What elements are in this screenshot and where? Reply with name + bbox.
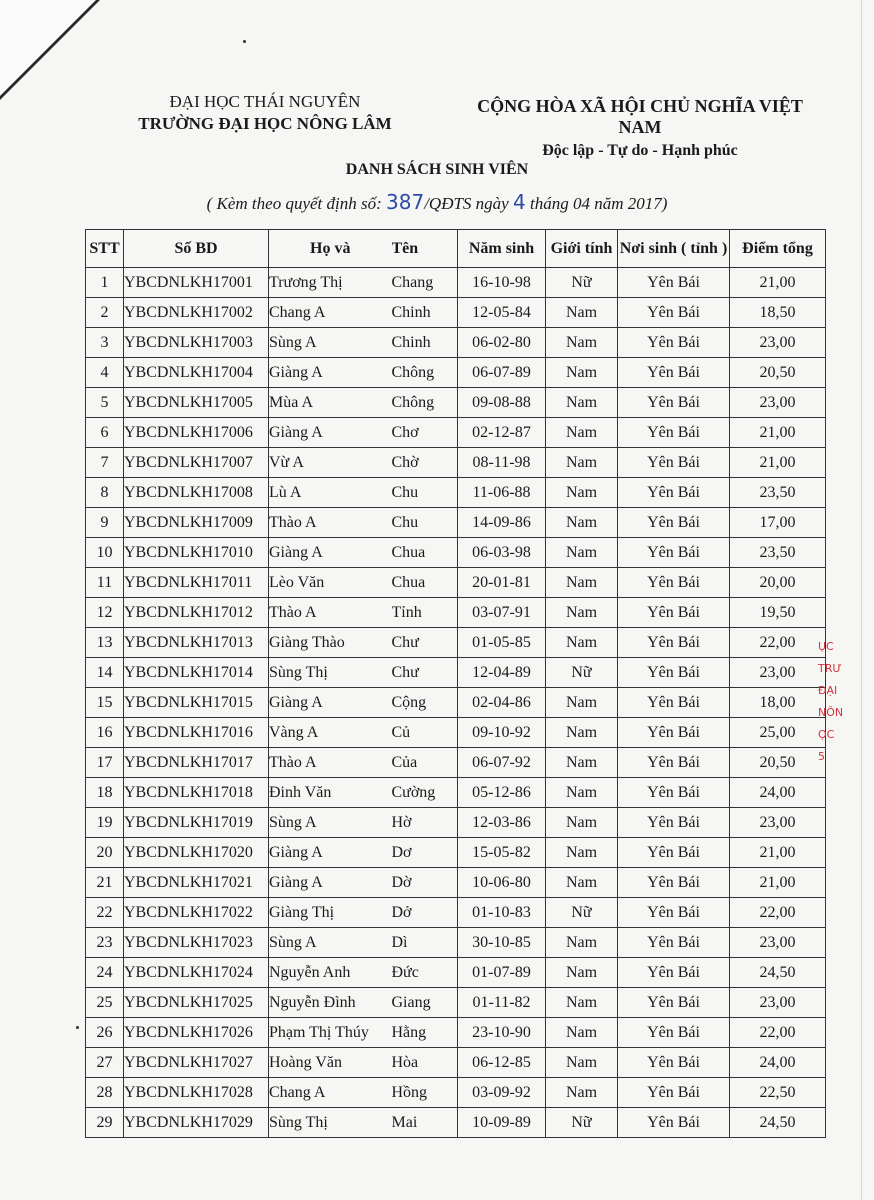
table-row <box>86 928 826 958</box>
cell-sbd: YBCDNLKH17016 <box>124 718 269 748</box>
cell-sbd: YBCDNLKH17020 <box>124 838 269 868</box>
cell-place: Yên Bái <box>618 838 730 868</box>
document-title: DANH SÁCH SINH VIÊN <box>345 161 529 178</box>
cell-gender: Nam <box>546 538 618 568</box>
cell-stt: 22 <box>86 898 124 928</box>
cell-dob: 11-06-88 <box>458 478 546 508</box>
table-row <box>86 898 826 928</box>
cell-score: 19,50 <box>730 598 826 628</box>
cell-ten: Hằng <box>392 1018 458 1048</box>
cell-score: 23,00 <box>730 808 826 838</box>
cell-place: Yên Bái <box>618 778 730 808</box>
cell-dob: 06-07-89 <box>458 358 546 388</box>
cell-ten: Tỉnh <box>392 598 458 628</box>
folded-corner <box>0 0 96 96</box>
cell-ten: Chông <box>392 388 458 418</box>
cell-gender: Nam <box>546 298 618 328</box>
cell-score: 23,00 <box>730 988 826 1018</box>
cell-dob: 12-05-84 <box>458 298 546 328</box>
cell-place: Yên Bái <box>618 1048 730 1078</box>
cell-ten: Chinh <box>392 328 458 358</box>
cell-gender: Nam <box>546 418 618 448</box>
cell-ten: Đức <box>392 958 458 988</box>
cell-ten: Dờ <box>392 868 458 898</box>
cell-dob: 16-10-98 <box>458 268 546 298</box>
cell-gender: Nam <box>546 838 618 868</box>
col-header-ten: Tên <box>392 230 458 268</box>
cell-place: Yên Bái <box>618 928 730 958</box>
cell-gender: Nam <box>546 868 618 898</box>
cell-score: 23,00 <box>730 328 826 358</box>
stamp-text: TRƯ <box>818 662 842 675</box>
cell-sbd: YBCDNLKH17019 <box>124 808 269 838</box>
stamp-text: NÔN <box>818 706 844 719</box>
cell-ho: Giàng A <box>269 688 392 718</box>
cell-stt: 13 <box>86 628 124 658</box>
cell-gender: Nam <box>546 1048 618 1078</box>
cell-gender: Nam <box>546 568 618 598</box>
cell-stt: 2 <box>86 298 124 328</box>
cell-ho: Nguyễn Anh <box>269 958 392 988</box>
table-row <box>86 448 826 478</box>
cell-sbd: YBCDNLKH17002 <box>124 298 269 328</box>
cell-ho: Sùng A <box>269 328 392 358</box>
cell-place: Yên Bái <box>618 328 730 358</box>
cell-ho: Nguyễn Đình <box>269 988 392 1018</box>
table-row <box>86 628 826 658</box>
cell-dob: 06-07-92 <box>458 748 546 778</box>
table-header-row <box>86 230 826 268</box>
cell-sbd: YBCDNLKH17022 <box>124 898 269 928</box>
cell-ten: Chư <box>392 658 458 688</box>
table-row <box>86 1018 826 1048</box>
cell-dob: 08-11-98 <box>458 448 546 478</box>
cell-dob: 06-03-98 <box>458 538 546 568</box>
cell-stt: 10 <box>86 538 124 568</box>
cell-gender: Nam <box>546 508 618 538</box>
cell-place: Yên Bái <box>618 538 730 568</box>
cell-ten: Chinh <box>392 298 458 328</box>
cell-place: Yên Bái <box>618 358 730 388</box>
cell-ho: Giàng A <box>269 838 392 868</box>
cell-dob: 12-04-89 <box>458 658 546 688</box>
cell-stt: 28 <box>86 1078 124 1108</box>
cell-dob: 15-05-82 <box>458 838 546 868</box>
table-row <box>86 958 826 988</box>
cell-ten: Chư <box>392 628 458 658</box>
cell-ten: Giang <box>392 988 458 1018</box>
table-row <box>86 658 826 688</box>
cell-gender: Nam <box>546 388 618 418</box>
cell-stt: 3 <box>86 328 124 358</box>
cell-place: Yên Bái <box>618 1108 730 1138</box>
decision-middle: /QĐTS ngày <box>424 194 509 213</box>
cell-stt: 5 <box>86 388 124 418</box>
table-row <box>86 568 826 598</box>
cell-stt: 9 <box>86 508 124 538</box>
table-row <box>86 328 826 358</box>
cell-ten: Chông <box>392 358 458 388</box>
cell-score: 21,00 <box>730 268 826 298</box>
cell-ho: Chang A <box>269 298 392 328</box>
cell-place: Yên Bái <box>618 898 730 928</box>
cell-dob: 20-01-81 <box>458 568 546 598</box>
cell-place: Yên Bái <box>618 388 730 418</box>
cell-place: Yên Bái <box>618 628 730 658</box>
cell-place: Yên Bái <box>618 718 730 748</box>
cell-sbd: YBCDNLKH17009 <box>124 508 269 538</box>
cell-score: 24,00 <box>730 778 826 808</box>
cell-ho: Trương Thị <box>269 268 392 298</box>
cell-place: Yên Bái <box>618 478 730 508</box>
table-row <box>86 718 826 748</box>
speck <box>243 40 246 43</box>
cell-score: 17,00 <box>730 508 826 538</box>
faculty-name: TRƯỜNG ĐẠI HỌC NÔNG LÂM <box>138 114 392 133</box>
page-edge <box>861 0 862 1200</box>
decision-prefix: ( Kèm theo quyết định số: <box>206 194 382 213</box>
cell-gender: Nam <box>546 808 618 838</box>
cell-dob: 09-08-88 <box>458 388 546 418</box>
cell-sbd: YBCDNLKH17010 <box>124 538 269 568</box>
cell-sbd: YBCDNLKH17018 <box>124 778 269 808</box>
cell-sbd: YBCDNLKH17011 <box>124 568 269 598</box>
cell-stt: 25 <box>86 988 124 1018</box>
table-row <box>86 268 826 298</box>
cell-stt: 23 <box>86 928 124 958</box>
decision-number: 387 <box>386 190 425 214</box>
cell-sbd: YBCDNLKH17004 <box>124 358 269 388</box>
cell-dob: 06-02-80 <box>458 328 546 358</box>
cell-ten: Hồng <box>392 1078 458 1108</box>
decision-suffix: tháng 04 năm 2017) <box>529 194 668 213</box>
cell-ho: Giàng A <box>269 868 392 898</box>
cell-gender: Nam <box>546 988 618 1018</box>
cell-sbd: YBCDNLKH17008 <box>124 478 269 508</box>
cell-stt: 15 <box>86 688 124 718</box>
cell-ho: Thào A <box>269 748 392 778</box>
cell-dob: 02-12-87 <box>458 418 546 448</box>
cell-stt: 4 <box>86 358 124 388</box>
cell-ho: Giàng A <box>269 358 392 388</box>
cell-dob: 06-12-85 <box>458 1048 546 1078</box>
cell-sbd: YBCDNLKH17024 <box>124 958 269 988</box>
stamp-text: ỌC <box>818 728 835 741</box>
cell-dob: 30-10-85 <box>458 928 546 958</box>
cell-ho: Sùng A <box>269 808 392 838</box>
cell-dob: 02-04-86 <box>458 688 546 718</box>
col-header-diem: Điểm tổng <box>730 230 826 268</box>
cell-gender: Nam <box>546 748 618 778</box>
country-name: CỘNG HÒA XÃ HỘI CHỦ NGHĨA VIỆT NAM <box>477 96 803 137</box>
speck <box>76 1026 79 1029</box>
table-row <box>86 1078 826 1108</box>
cell-score: 18,50 <box>730 298 826 328</box>
cell-sbd: YBCDNLKH17021 <box>124 868 269 898</box>
cell-stt: 8 <box>86 478 124 508</box>
cell-score: 24,50 <box>730 1108 826 1138</box>
cell-score: 24,00 <box>730 1048 826 1078</box>
cell-ho: Giàng Thị <box>269 898 392 928</box>
cell-dob: 10-09-89 <box>458 1108 546 1138</box>
cell-stt: 20 <box>86 838 124 868</box>
cell-score: 23,50 <box>730 538 826 568</box>
cell-stt: 29 <box>86 1108 124 1138</box>
cell-dob: 03-09-92 <box>458 1078 546 1108</box>
cell-sbd: YBCDNLKH17006 <box>124 418 269 448</box>
cell-ho: Chang A <box>269 1078 392 1108</box>
cell-score: 21,00 <box>730 838 826 868</box>
table-row <box>86 988 826 1018</box>
table-row <box>86 538 826 568</box>
cell-gender: Nam <box>546 718 618 748</box>
cell-ten: Chơ <box>392 418 458 448</box>
cell-score: 20,50 <box>730 358 826 388</box>
cell-ho: Lèo Văn <box>269 568 392 598</box>
cell-ten: Dơ <box>392 838 458 868</box>
table-row <box>86 778 826 808</box>
cell-ten: Cường <box>392 778 458 808</box>
cell-sbd: YBCDNLKH17023 <box>124 928 269 958</box>
cell-stt: 12 <box>86 598 124 628</box>
cell-gender: Nữ <box>546 268 618 298</box>
cell-ten: Chờ <box>392 448 458 478</box>
cell-stt: 18 <box>86 778 124 808</box>
table-row <box>86 418 826 448</box>
cell-sbd: YBCDNLKH17001 <box>124 268 269 298</box>
cell-gender: Nam <box>546 598 618 628</box>
cell-sbd: YBCDNLKH17007 <box>124 448 269 478</box>
cell-ten: Của <box>392 748 458 778</box>
cell-score: 18,00 <box>730 688 826 718</box>
decision-day: 4 <box>512 190 526 214</box>
stamp-text: ĐẠI <box>818 684 838 697</box>
cell-place: Yên Bái <box>618 1078 730 1108</box>
cell-dob: 05-12-86 <box>458 778 546 808</box>
cell-ten: Dở <box>392 898 458 928</box>
cell-dob: 01-11-82 <box>458 988 546 1018</box>
cell-ten: Hờ <box>392 808 458 838</box>
cell-place: Yên Bái <box>618 988 730 1018</box>
cell-score: 20,50 <box>730 748 826 778</box>
cell-ho: Thào A <box>269 508 392 538</box>
cell-gender: Nam <box>546 448 618 478</box>
cell-dob: 14-09-86 <box>458 508 546 538</box>
table-row <box>86 598 826 628</box>
cell-gender: Nam <box>546 958 618 988</box>
cell-score: 22,50 <box>730 1078 826 1108</box>
table-row <box>86 1048 826 1078</box>
cell-place: Yên Bái <box>618 808 730 838</box>
cell-ho: Giàng A <box>269 418 392 448</box>
cell-gender: Nam <box>546 328 618 358</box>
cell-place: Yên Bái <box>618 508 730 538</box>
cell-gender: Nam <box>546 478 618 508</box>
table-row <box>86 838 826 868</box>
cell-place: Yên Bái <box>618 568 730 598</box>
cell-place: Yên Bái <box>618 868 730 898</box>
cell-stt: 11 <box>86 568 124 598</box>
national-header <box>455 96 825 160</box>
cell-ten: Chua <box>392 538 458 568</box>
cell-ho: Thào A <box>269 598 392 628</box>
cell-place: Yên Bái <box>618 298 730 328</box>
cell-ho: Sùng Thị <box>269 1108 392 1138</box>
cell-score: 22,00 <box>730 898 826 928</box>
red-seal-stamp <box>818 636 874 816</box>
cell-ho: Lù A <box>269 478 392 508</box>
cell-ten: Cộng <box>392 688 458 718</box>
cell-ten: Chang <box>392 268 458 298</box>
cell-ho: Mùa A <box>269 388 392 418</box>
table-row <box>86 1108 826 1138</box>
cell-ho: Giàng Thào <box>269 628 392 658</box>
table-row <box>86 508 826 538</box>
cell-stt: 1 <box>86 268 124 298</box>
cell-sbd: YBCDNLKH17017 <box>124 748 269 778</box>
cell-gender: Nữ <box>546 658 618 688</box>
cell-gender: Nữ <box>546 898 618 928</box>
cell-sbd: YBCDNLKH17005 <box>124 388 269 418</box>
cell-ho: Vừ A <box>269 448 392 478</box>
cell-stt: 16 <box>86 718 124 748</box>
cell-score: 21,00 <box>730 448 826 478</box>
national-motto: Độc lập - Tự do - Hạnh phúc <box>542 142 738 159</box>
table-row <box>86 748 826 778</box>
student-table <box>85 229 826 1138</box>
cell-sbd: YBCDNLKH17028 <box>124 1078 269 1108</box>
cell-stt: 7 <box>86 448 124 478</box>
cell-score: 22,00 <box>730 1018 826 1048</box>
cell-score: 24,50 <box>730 958 826 988</box>
cell-gender: Nam <box>546 688 618 718</box>
cell-dob: 01-05-85 <box>458 628 546 658</box>
table-row <box>86 388 826 418</box>
cell-place: Yên Bái <box>618 268 730 298</box>
cell-stt: 6 <box>86 418 124 448</box>
cell-sbd: YBCDNLKH17026 <box>124 1018 269 1048</box>
cell-sbd: YBCDNLKH17015 <box>124 688 269 718</box>
cell-ten: Củ <box>392 718 458 748</box>
cell-score: 23,00 <box>730 388 826 418</box>
cell-sbd: YBCDNLKH17027 <box>124 1048 269 1078</box>
col-header-gioitinh: Giới tính <box>546 230 618 268</box>
cell-place: Yên Bái <box>618 448 730 478</box>
cell-dob: 10-06-80 <box>458 868 546 898</box>
col-header-noisinh: Nơi sinh ( tỉnh ) <box>618 230 730 268</box>
cell-ten: Mai <box>392 1108 458 1138</box>
cell-gender: Nam <box>546 1078 618 1108</box>
cell-dob: 01-10-83 <box>458 898 546 928</box>
col-header-ho: Họ và <box>269 230 392 268</box>
cell-place: Yên Bái <box>618 958 730 988</box>
university-name: ĐẠI HỌC THÁI NGUYÊN <box>169 92 361 111</box>
table-row <box>86 358 826 388</box>
cell-ten: Dì <box>392 928 458 958</box>
cell-place: Yên Bái <box>618 658 730 688</box>
cell-gender: Nữ <box>546 1108 618 1138</box>
cell-gender: Nam <box>546 778 618 808</box>
cell-dob: 01-07-89 <box>458 958 546 988</box>
cell-ho: Sùng A <box>269 928 392 958</box>
cell-sbd: YBCDNLKH17014 <box>124 658 269 688</box>
cell-stt: 24 <box>86 958 124 988</box>
cell-place: Yên Bái <box>618 598 730 628</box>
cell-dob: 12-03-86 <box>458 808 546 838</box>
cell-sbd: YBCDNLKH17012 <box>124 598 269 628</box>
issuer-header <box>130 92 400 134</box>
cell-ho: Vàng A <box>269 718 392 748</box>
decision-reference <box>0 190 874 214</box>
stamp-text: ỤC <box>818 640 834 653</box>
cell-stt: 17 <box>86 748 124 778</box>
cell-sbd: YBCDNLKH17013 <box>124 628 269 658</box>
cell-sbd: YBCDNLKH17003 <box>124 328 269 358</box>
cell-stt: 19 <box>86 808 124 838</box>
cell-score: 23,00 <box>730 658 826 688</box>
cell-score: 21,00 <box>730 868 826 898</box>
cell-place: Yên Bái <box>618 688 730 718</box>
cell-ho: Sùng Thị <box>269 658 392 688</box>
stamp-text: 5 <box>818 750 825 763</box>
cell-ho: Phạm Thị Thúy <box>269 1018 392 1048</box>
table-row <box>86 688 826 718</box>
cell-gender: Nam <box>546 928 618 958</box>
cell-ten: Hòa <box>392 1048 458 1078</box>
cell-stt: 26 <box>86 1018 124 1048</box>
table-row <box>86 808 826 838</box>
cell-ten: Chu <box>392 478 458 508</box>
cell-ho: Giàng A <box>269 538 392 568</box>
cell-score: 20,00 <box>730 568 826 598</box>
cell-dob: 23-10-90 <box>458 1018 546 1048</box>
cell-gender: Nam <box>546 358 618 388</box>
cell-dob: 09-10-92 <box>458 718 546 748</box>
cell-sbd: YBCDNLKH17029 <box>124 1108 269 1138</box>
cell-sbd: YBCDNLKH17025 <box>124 988 269 1018</box>
table-row <box>86 298 826 328</box>
cell-stt: 27 <box>86 1048 124 1078</box>
cell-ho: Hoàng Văn <box>269 1048 392 1078</box>
table-row <box>86 478 826 508</box>
cell-score: 23,00 <box>730 928 826 958</box>
cell-score: 22,00 <box>730 628 826 658</box>
cell-dob: 03-07-91 <box>458 598 546 628</box>
col-header-stt: STT <box>86 230 124 268</box>
cell-place: Yên Bái <box>618 1018 730 1048</box>
cell-score: 25,00 <box>730 718 826 748</box>
cell-stt: 14 <box>86 658 124 688</box>
table-row <box>86 868 826 898</box>
col-header-sbd: Số BD <box>124 230 269 268</box>
cell-place: Yên Bái <box>618 748 730 778</box>
cell-ten: Chua <box>392 568 458 598</box>
cell-score: 23,50 <box>730 478 826 508</box>
col-header-namsinh: Năm sinh <box>458 230 546 268</box>
cell-stt: 21 <box>86 868 124 898</box>
cell-ho: Đinh Văn <box>269 778 392 808</box>
cell-score: 21,00 <box>730 418 826 448</box>
cell-place: Yên Bái <box>618 418 730 448</box>
cell-gender: Nam <box>546 628 618 658</box>
cell-ten: Chu <box>392 508 458 538</box>
cell-gender: Nam <box>546 1018 618 1048</box>
